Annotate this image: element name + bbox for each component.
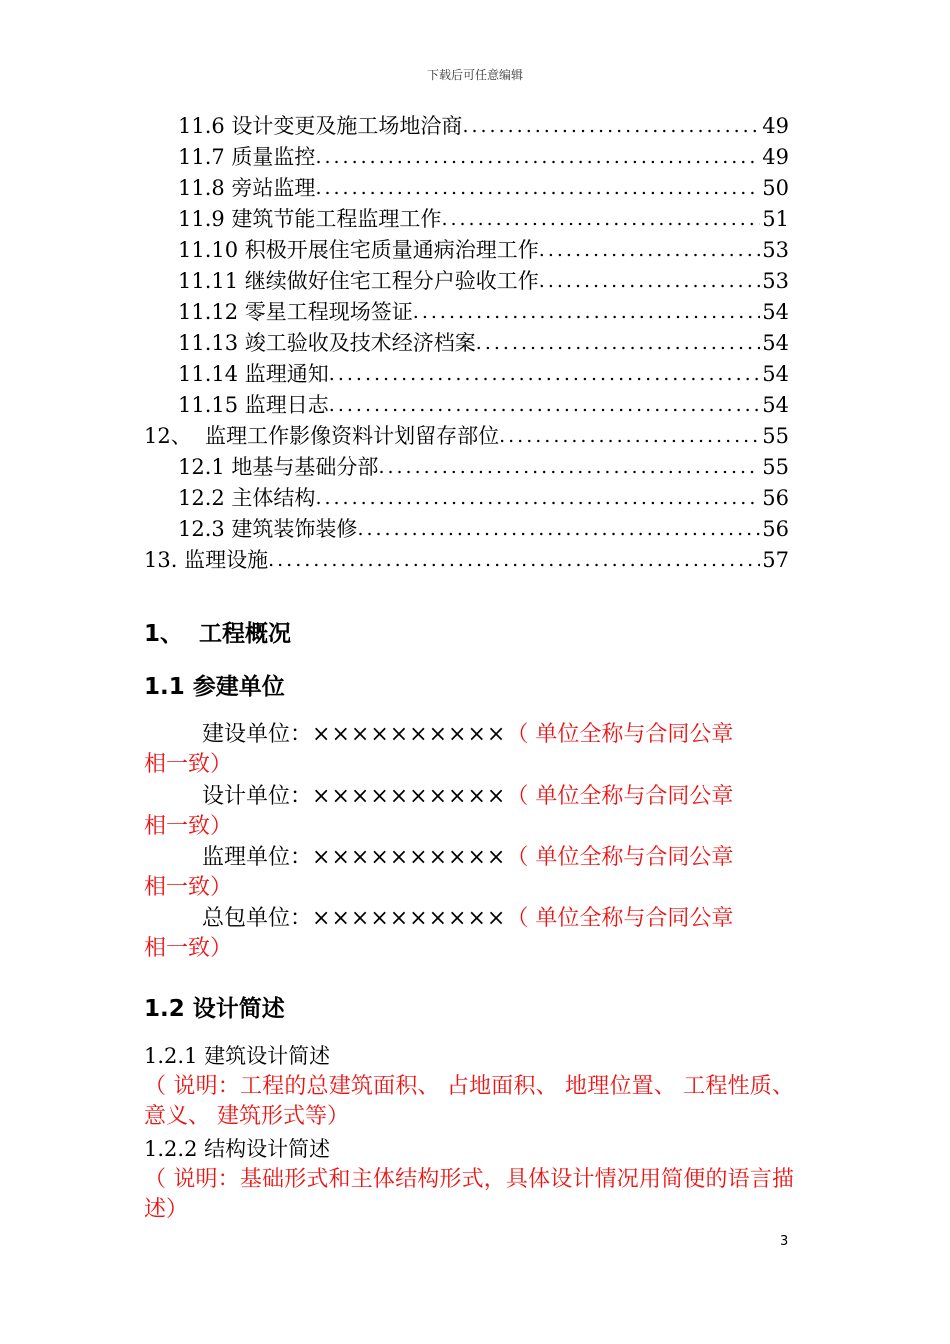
unit-value: ××××××××××	[312, 722, 507, 747]
toc-page-number: 49	[762, 114, 789, 138]
toc-leader	[315, 142, 760, 172]
toc-page-number: 54	[762, 300, 789, 324]
unit-note: （ 单位全称与合同公章	[506, 906, 734, 931]
toc-item[interactable]	[178, 204, 789, 234]
toc-item[interactable]	[178, 142, 789, 172]
toc-item[interactable]	[178, 297, 789, 327]
unit-entry	[144, 782, 794, 842]
unit-note: （ 单位全称与合同公章	[506, 784, 734, 809]
unit-label: 监理单位：	[202, 845, 313, 870]
toc-entry-title: 11.10 积极开展住宅质量通病治理工作	[178, 238, 539, 262]
toc-leader	[539, 266, 760, 296]
toc-page-number: 51	[762, 207, 789, 231]
toc-item[interactable]	[178, 359, 789, 389]
header-note: 下载后可任意编辑	[426, 68, 523, 82]
toc-entry-title: 11.9 建筑节能工程监理工作	[178, 207, 442, 231]
toc-page-number: 53	[762, 238, 789, 262]
toc-entry-title: 11.11 继续做好住宅工程分户验收工作	[178, 269, 539, 293]
toc-leader	[268, 545, 760, 575]
toc-entry-title: 11.13 竣工验收及技术经济档案	[178, 331, 476, 355]
toc-page-number: 54	[762, 331, 789, 355]
unit-label: 设计单位：	[202, 784, 313, 809]
toc-item[interactable]	[178, 328, 789, 358]
toc-page-number: 55	[762, 455, 789, 479]
sub-subsection-heading: 1.2.1 建筑设计简述	[144, 1044, 331, 1068]
toc-entry-title: 11.15 监理日志	[178, 393, 329, 417]
unit-label: 建设单位：	[202, 722, 313, 747]
unit-value: ××××××××××	[312, 845, 507, 870]
toc-leader	[329, 390, 760, 420]
subsection-heading: 1.2 设计简述	[144, 996, 285, 1022]
toc-page-number: 49	[762, 145, 789, 169]
toc-entry-title: 12.1 地基与基础分部	[178, 455, 379, 479]
page-number: 3	[780, 1234, 789, 1249]
unit-value: ××××××××××	[312, 906, 507, 931]
toc-leader	[315, 173, 760, 203]
toc-item[interactable]	[178, 514, 789, 544]
toc-leader	[499, 421, 760, 451]
toc-item[interactable]	[178, 173, 789, 203]
toc-leader	[329, 359, 760, 389]
unit-note: （ 单位全称与合同公章	[506, 722, 734, 747]
toc-entry-title: 11.8 旁站监理	[178, 176, 316, 200]
toc-item[interactable]	[178, 111, 789, 141]
toc-item[interactable]	[144, 545, 789, 575]
toc-item[interactable]	[178, 235, 789, 265]
toc-entry-title: 11.14 监理通知	[178, 362, 329, 386]
toc-entry-title: 11.12 零星工程现场签证	[178, 300, 413, 324]
toc-entry-title: 12、 监理工作影像资料计划留存部位	[144, 424, 500, 448]
toc-page-number: 53	[762, 269, 789, 293]
unit-value: ××××××××××	[312, 784, 507, 809]
explanatory-note: （ 说明：基础形式和主体结构形式，具体设计情况用简便的语言描述）	[144, 1167, 794, 1222]
toc-leader	[476, 328, 760, 358]
explanatory-note: （ 说明：工程的总建筑面积、 占地面积、 地理位置、 工程性质、 意义、 建筑形式等）	[144, 1074, 794, 1129]
toc-leader	[357, 514, 760, 544]
unit-label: 总包单位：	[202, 906, 313, 931]
toc-page-number: 54	[762, 393, 789, 417]
toc-leader	[441, 204, 760, 234]
toc-page-number: 56	[762, 517, 789, 541]
toc-entry-title: 11.6 设计变更及施工场地洽商	[178, 114, 463, 138]
toc-entry-title: 12.2 主体结构	[178, 486, 316, 510]
unit-note-continued: 相一致）	[144, 814, 233, 839]
toc-item[interactable]	[178, 483, 789, 513]
unit-note: （ 单位全称与合同公章	[506, 845, 734, 870]
toc-item[interactable]	[178, 266, 789, 296]
toc-item[interactable]	[144, 421, 789, 451]
unit-note-continued: 相一致）	[144, 875, 233, 900]
toc-entry-title: 13. 监理设施	[144, 548, 269, 572]
toc-item[interactable]	[178, 452, 789, 482]
toc-page-number: 55	[762, 424, 789, 448]
toc-leader	[413, 297, 760, 327]
toc-item[interactable]	[178, 390, 789, 420]
toc-entry-title: 11.7 质量监控	[178, 145, 316, 169]
toc-entry-title: 12.3 建筑装饰装修	[178, 517, 358, 541]
toc-leader	[539, 235, 760, 265]
unit-entry	[144, 904, 794, 964]
unit-note-continued: 相一致）	[144, 936, 233, 961]
toc-leader	[378, 452, 760, 482]
subsection-heading: 1.1 参建单位	[144, 674, 285, 700]
section-heading: 1、 工程概况	[144, 621, 292, 647]
unit-entry	[144, 720, 794, 780]
sub-subsection-heading: 1.2.2 结构设计简述	[144, 1137, 331, 1161]
toc-page-number: 50	[762, 176, 789, 200]
toc-leader	[462, 111, 760, 141]
toc-page-number: 54	[762, 362, 789, 386]
toc-page-number: 56	[762, 486, 789, 510]
unit-entry	[144, 843, 794, 903]
toc-leader	[315, 483, 760, 513]
unit-note-continued: 相一致）	[144, 752, 233, 777]
toc-page-number: 57	[762, 548, 789, 572]
